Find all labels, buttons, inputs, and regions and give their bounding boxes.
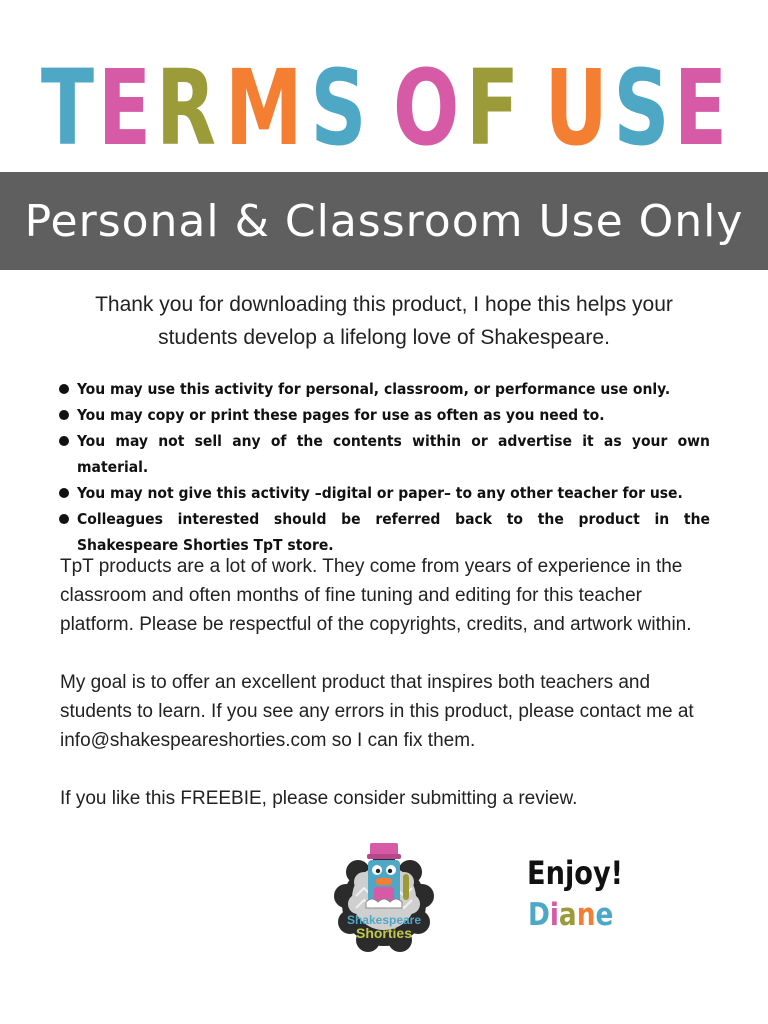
author-name-letter: a [558, 897, 577, 933]
intro-text [60, 288, 708, 354]
logo-graphic [330, 838, 438, 954]
banner-text: Personal & Classroom Use Only [24, 195, 744, 247]
title-letter: T [40, 47, 94, 169]
title-letter: O [393, 47, 460, 169]
usage-banner [0, 172, 768, 270]
title-letter: R [155, 47, 216, 169]
work-paragraph: TpT products are a lot of work. They come from years of experience in the classroom and often months of fine tuning and editing for this teacher platform. Please be respectful of the copyrights, credits, and artwork within. [60, 556, 692, 635]
logo-text-line-2: Shorties [355, 925, 413, 941]
terms-list-item: You may not give this activity –digital or paper– to any other teacher for use. [58, 480, 710, 506]
author-name-letter: D [528, 897, 550, 933]
enjoy-text: Enjoy! [527, 854, 624, 892]
page-title [0, 47, 768, 169]
terms-list-item: Colleagues interested should be referred back to the product in the Shakespeare Shorties TpT store. [58, 506, 710, 558]
title-letter: U [544, 47, 608, 169]
title-letter: F [465, 47, 519, 169]
author-name-letter: i [549, 897, 559, 933]
goal-paragraph: My goal is to offer an excellent product that inspires both teachers and students to learn. If you see any errors in this product, please contact me at info@shakespeareshorties.com so I can fix them. [60, 672, 694, 751]
author-name-letter: e [595, 897, 614, 933]
intro-line-1: Thank you for downloading this product, I hope this helps your [95, 293, 673, 316]
logo-text-line-1: Shakespeare [346, 913, 422, 927]
title-letter: M [224, 47, 303, 169]
terms-list-item: You may use this activity for personal, classroom, or performance use only. [58, 376, 710, 402]
intro-line-2: students develop a lifelong love of Shakespeare. [158, 326, 610, 349]
review-paragraph: If you like this FREEBIE, please consider submitting a review. [60, 788, 578, 809]
author-name [528, 897, 613, 933]
title-letter: E [97, 47, 151, 169]
author-name-letter: n [576, 897, 596, 933]
title-letter: E [674, 47, 728, 169]
shakespeare-shorties-logo [330, 838, 438, 954]
terms-list-item: You may copy or print these pages for use as often as you need to. [58, 402, 710, 428]
title-letter: S [613, 47, 670, 169]
title-letter: S [310, 47, 367, 169]
terms-list [58, 376, 710, 558]
terms-list-item: You may not sell any of the contents within or advertise it as your own material. [58, 428, 710, 480]
